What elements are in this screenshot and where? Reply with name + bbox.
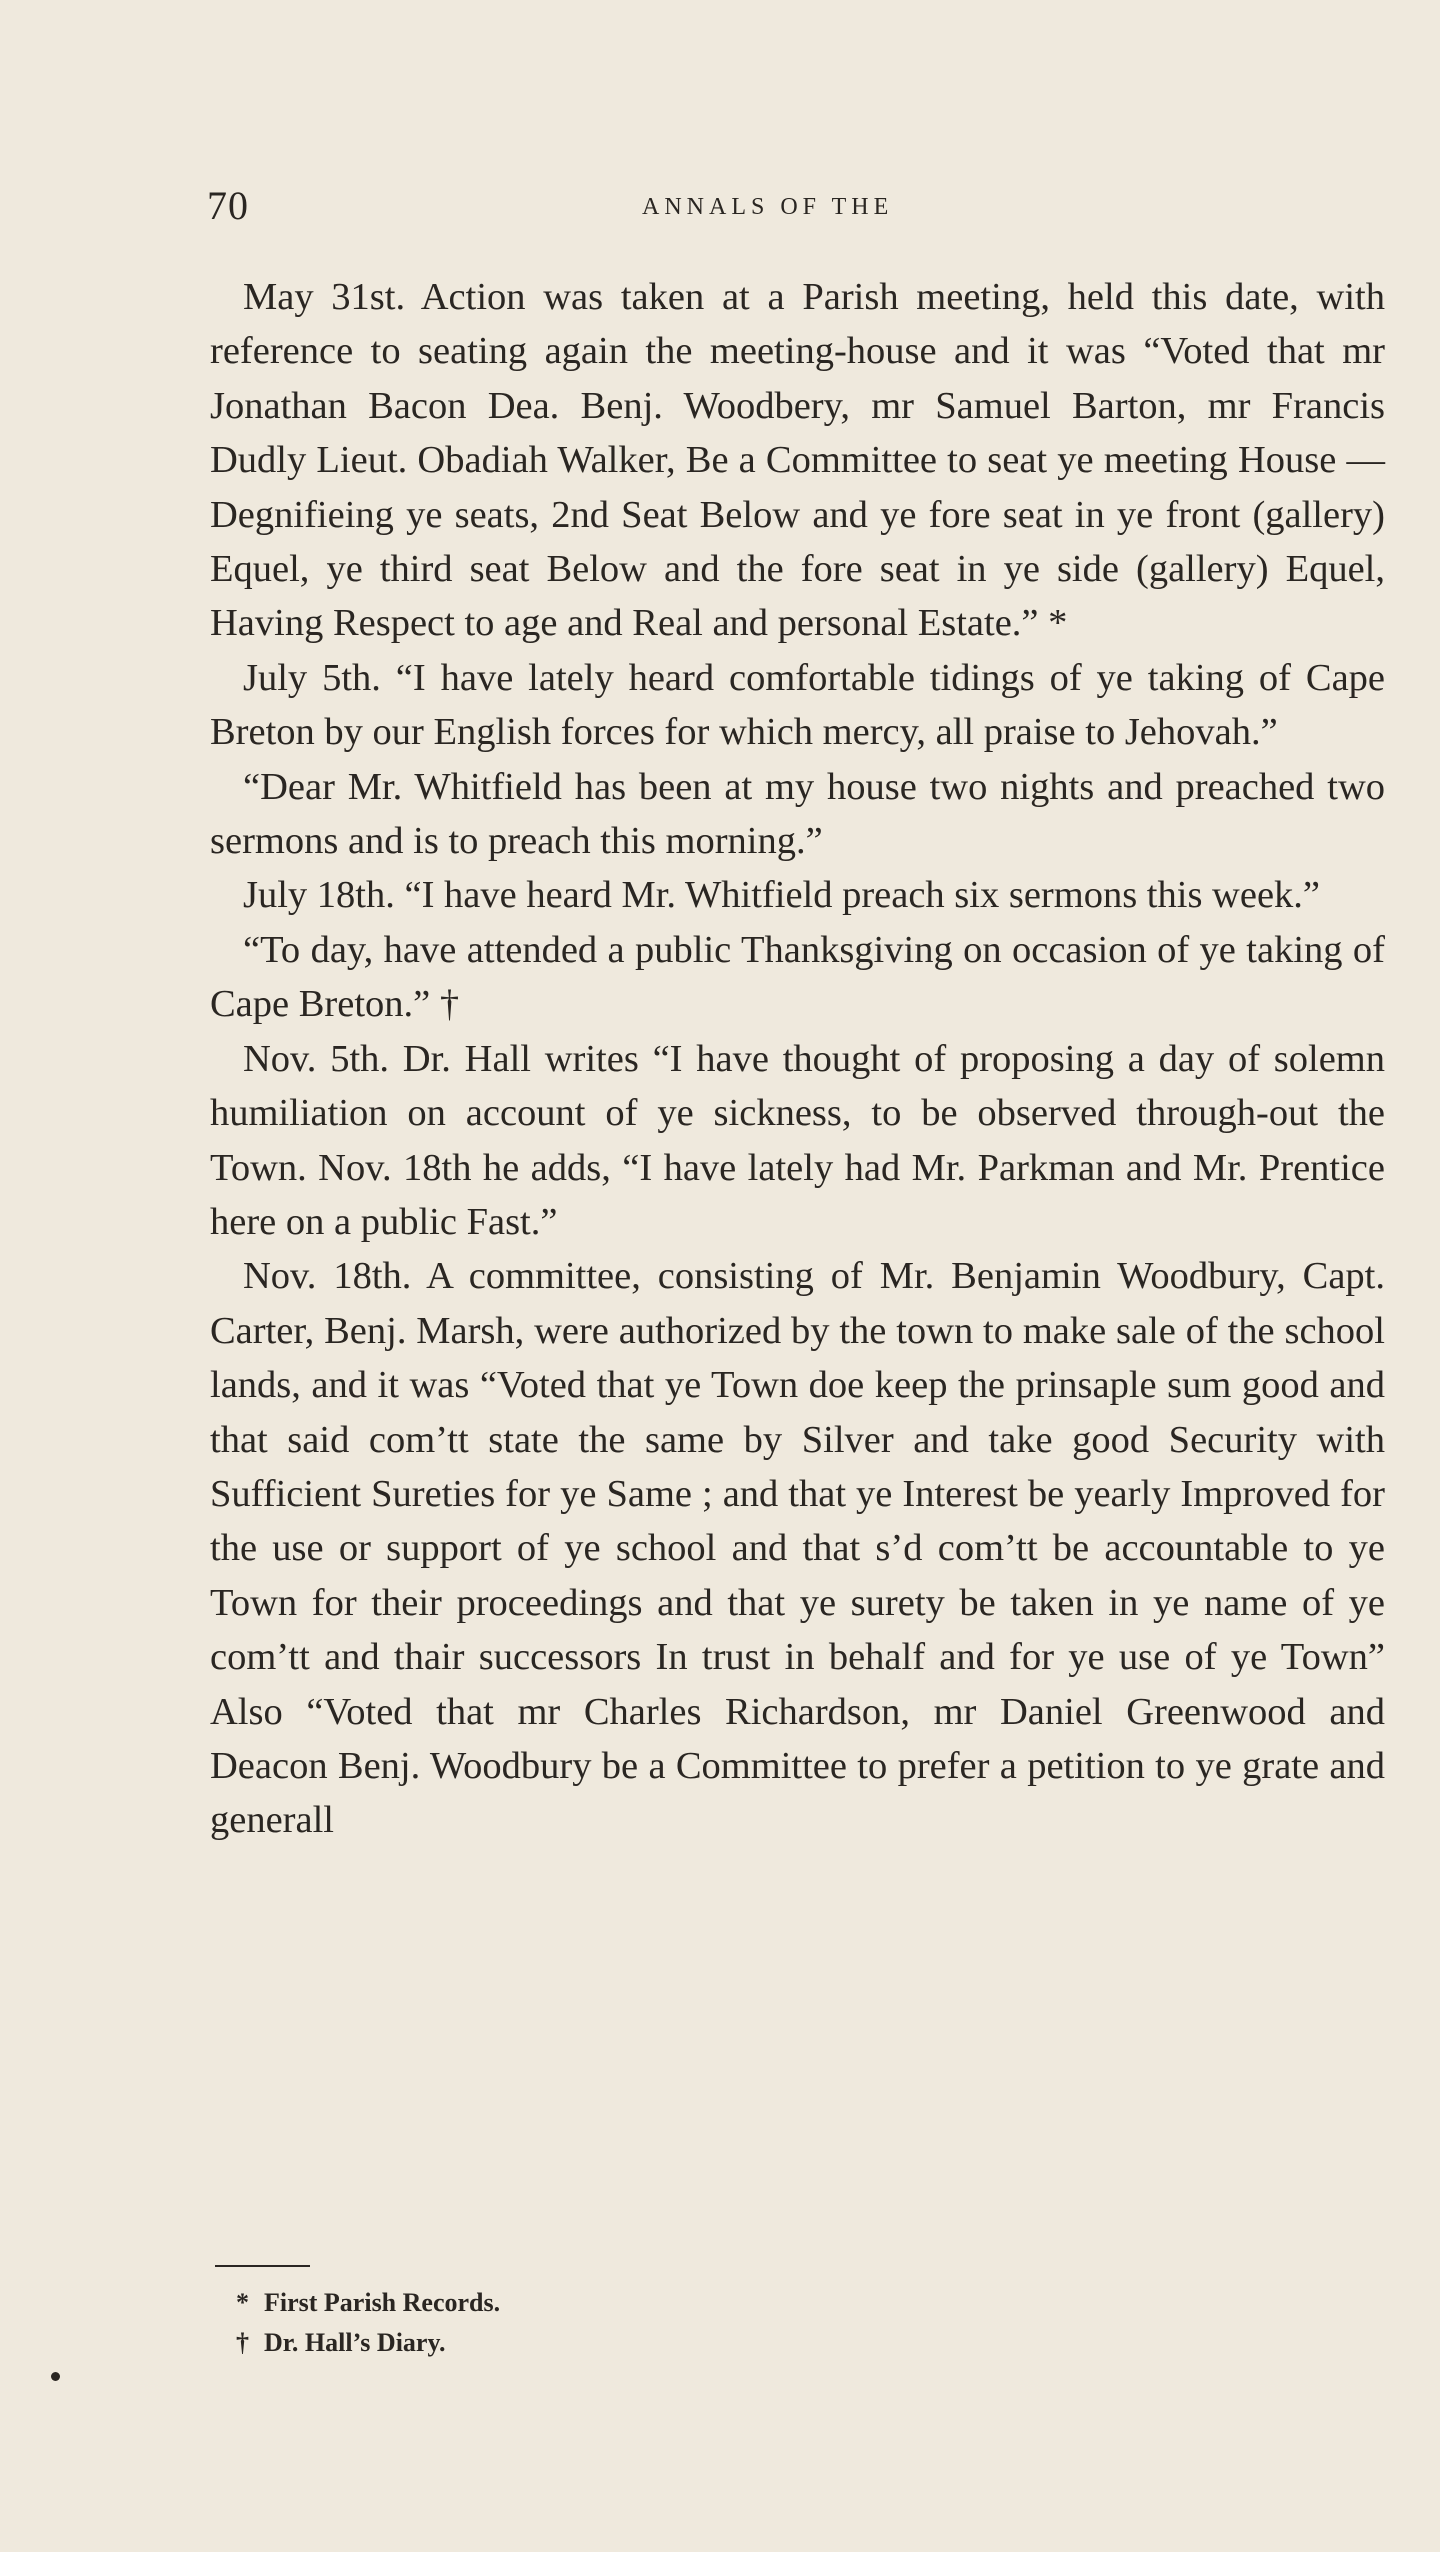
footnotes xyxy=(236,2283,1136,2363)
page-number: 70 xyxy=(207,183,249,228)
footnote-text: First Parish Records. xyxy=(264,2288,501,2317)
ink-speck xyxy=(51,2372,60,2381)
footnote-mark: * xyxy=(236,2288,249,2317)
footnote-first-parish xyxy=(236,2283,1136,2323)
paragraph-july-18: July 18th. “I have heard Mr. Whitfield preach six sermons this week.” xyxy=(243,874,1321,917)
paragraph-whitfield-visit: “Dear Mr. Whitfield has been at my house two nights and preached two sermons and is to preach this morning.” xyxy=(210,765,1385,863)
paragraph-thanksgiving: “To day, have attended a public Thanksgiving on occasion of ye taking of Cape Breton.” † xyxy=(210,928,1385,1026)
running-head: ANNALS OF THE xyxy=(642,194,894,220)
footnote-hall-diary xyxy=(236,2323,1136,2363)
body-text xyxy=(210,270,1385,1848)
paragraph-nov-18: Nov. 18th. A committee, consisting of Mr. Benjamin Woodbury, Capt. Carter, Benj. Marsh, were authorized by the town to make sale of the school lands, and it was “Voted that ye Town doe keep the prinsaple sum good and that said com’tt state the same by Silver and take good Security with Sufficient Sureties for ye Same ; and that ye Interest be yearly Improved for the use or support of ye school and that s’d com’tt be accountable to ye Town for their proceedings and that ye surety be taken in ye name of ye com’tt and thair successors In trust in behalf and for ye use of ye Town” Also “Voted that mr Charles Richardson, mr Daniel Greenwood and Deacon Benj. Woodbury be a Committee to prefer a petition to ye grate and generall xyxy=(210,1255,1385,1842)
footnote-mark: † xyxy=(236,2328,249,2357)
footnote-rule xyxy=(215,2265,310,2267)
footnote-text: Dr. Hall’s Diary. xyxy=(264,2328,446,2357)
paragraph-july-5: July 5th. “I have lately heard comfortable tidings of ye taking of Cape Breton by our English forces for which mercy, all praise to Jehovah.” xyxy=(210,656,1385,754)
page-header xyxy=(207,182,1387,242)
paragraph-nov-5: Nov. 5th. Dr. Hall writes “I have thought of proposing a day of solemn humiliation on account of ye sickness, to be observed through-out the Town. Nov. 18th he adds, “I have lately had Mr. Parkman and Mr. Prentice here on a public Fast.” xyxy=(210,1037,1385,1243)
paragraph-may-31: May 31st. Action was taken at a Parish meeting, held this date, with reference to seating again the meeting-house and it was “Voted that mr Jonathan Bacon Dea. Benj. Woodbery, mr Samuel Barton, mr Francis Dudly Lieut. Obadiah Walker, Be a Committee to seat ye meeting House — Degnifieing ye seats, 2nd Seat Below and ye fore seat in ye front (gallery) Equel, ye third seat Below and the fore seat in ye side (gallery) Equel, Having Respect to age and Real and personal Estate.” * xyxy=(210,276,1385,645)
